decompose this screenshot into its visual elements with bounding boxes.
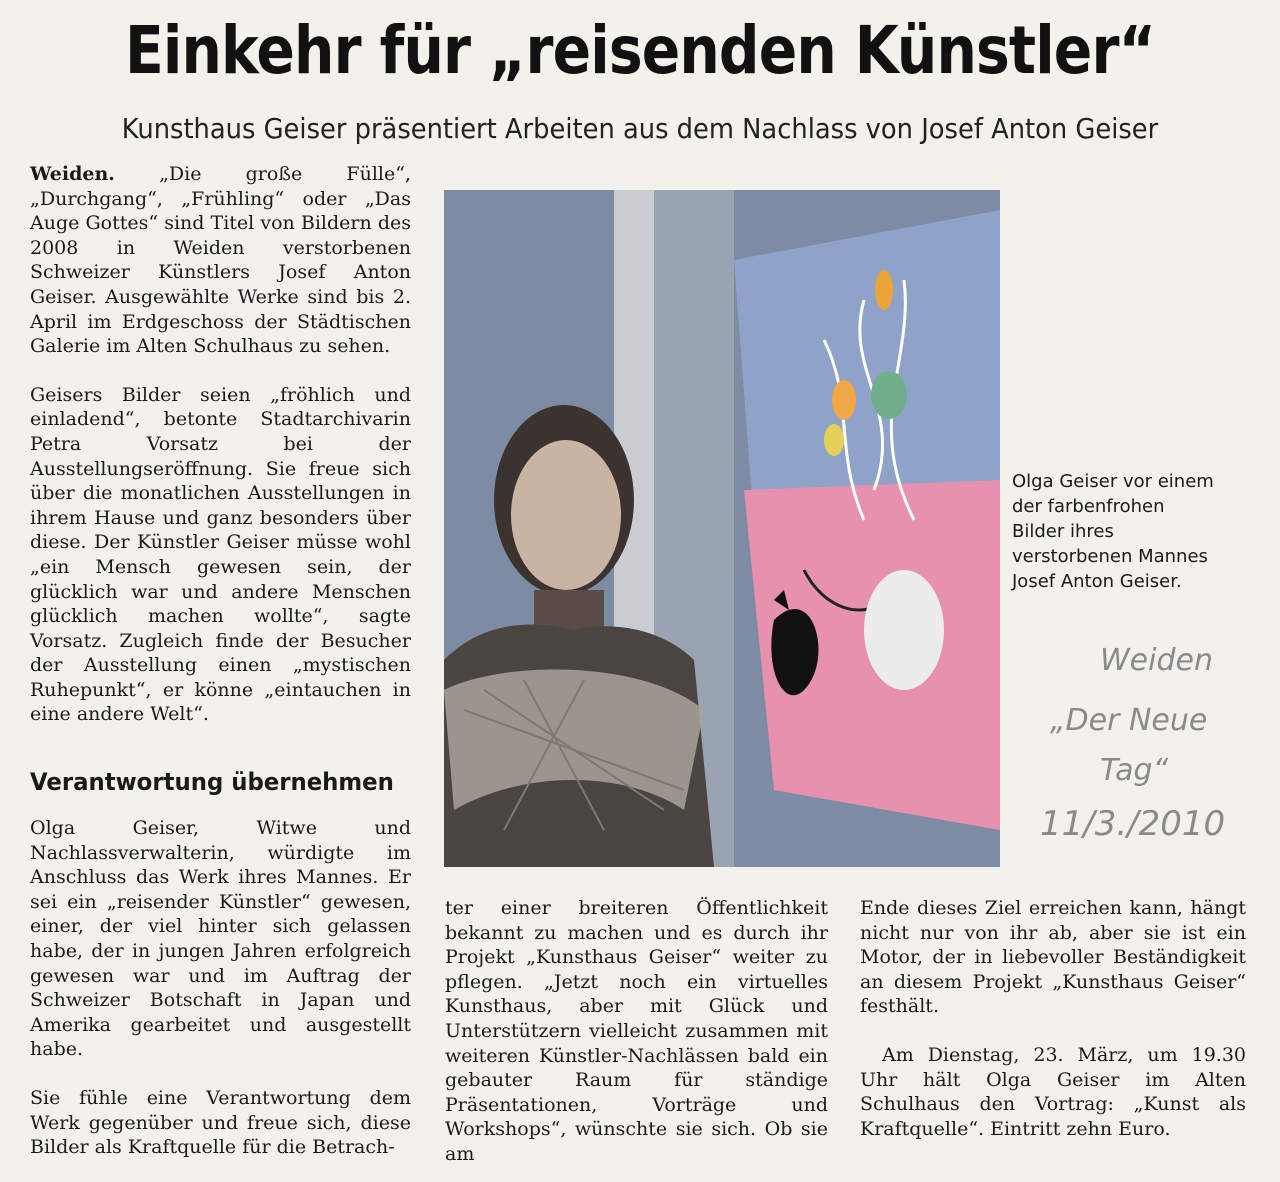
paragraph-text: „Die große Fülle“, „Durchgang“, „Frühling“ oder „Das Auge Gottes“ sind Titel von Bildern des 2008 in Weiden verstorbenen Schweizer Künstlers Josef Anton Geiser. Ausgewählte Werke sind bis 2. April im Erdgeschoss der Städtischen Galerie im Alten Schulhaus zu sehen. [30,163,411,358]
painting [734,210,1000,830]
note-line: „Der Neue [1050,703,1208,738]
paragraph: Geisers Bilder seien „fröhlich und einladend“, betonte Stadtarchivarin Petra Vorsatz bei der Ausstellungseröffnung. Sie freue sich über die monatlichen Ausstellungen in ihrem Hause und ganz besonders über diese. Der Künstler Geiser müsse wohl „ein Mensch gewesen sein, der glücklich war und andere Menschen glücklich machen wollte“, sagte Vorsatz. Zugleich finde der Besucher der Ausstellung einen „mystischen Ruhepunkt“, er könne „eintauchen in eine andere Welt“. [30,383,411,726]
paragraph: Olga Geiser, Witwe und Nachlassverwalterin, würdigte im Anschluss das Werk ihres Mannes. Er sei ein „reisender Künstler“ gewesen, einer, der viel hinter sich gelassen habe, der in jungen Jahren erfolgreich gewesen war und im Auftrag der Schweizer Botschaft in Japan und Amerika gearbeitet und ausgestellt habe. [30,817,411,1061]
caption-text: Olga Geiser vor einem der farbenfrohen Bilder ihres verstorbenen Mannes Josef Anton Geiser. [1012,471,1214,592]
column-3 [860,896,1246,1141]
note-line: 11/3./2010 [1040,804,1226,844]
paragraph: ter einer breiteren Öffentlichkeit bekannt zu machen und es durch ihr Projekt „Kunsthaus Geiser“ weiter zu pflegen. „Jetzt noch ein virtuelles Kunsthaus, aber mit Glück und Unterstützern vielleicht zusammen mit weiteren Künstler-Nachlässen bald ein gebauter Raum für ständige Präsentationen, Vorträge und Workshops“, wünschte sie sich. Ob sie am [445,897,828,1165]
dateline: Weiden. [30,163,115,185]
note-line: Tag“ [1100,753,1169,788]
subheadline: Kunsthaus Geiser präsentiert Arbeiten aus dem Nachlass von Josef Anton Geiser [121,112,1159,145]
handwritten-note [1030,630,1280,870]
paragraph: Ende dieses Ziel erreichen kann, hängt nicht nur von ihr ab, aber sie ist ein Motor, der in liebevoller Beständigkeit an diesem Projekt „Kunsthaus Geiser“ festhält. [860,897,1246,1018]
note-line: Weiden [1100,643,1213,678]
column-1-continued [30,816,411,1160]
headline: Einkehr für „reisenden Künstler“ [124,12,1156,89]
photo-caption [1012,469,1222,594]
section-heading: Verantwortung übernehmen [30,768,394,796]
paragraph: Am Dienstag, 23. März, um 19.30 Uhr hält Olga Geiser im Alten Schulhaus den Vortrag: „Kunst als Kraftquelle“. Eintritt zehn Euro. [860,1043,1246,1140]
paragraph: Sie fühle eine Verantwortung dem Werk gegenüber und freue sich, diese Bilder als Kraftquelle für die Betrach- [30,1086,411,1159]
column-2 [445,896,828,1167]
paragraph [30,162,411,359]
article-photo [444,190,1000,867]
column-1 [30,162,411,727]
photo-illustration [444,190,1000,867]
